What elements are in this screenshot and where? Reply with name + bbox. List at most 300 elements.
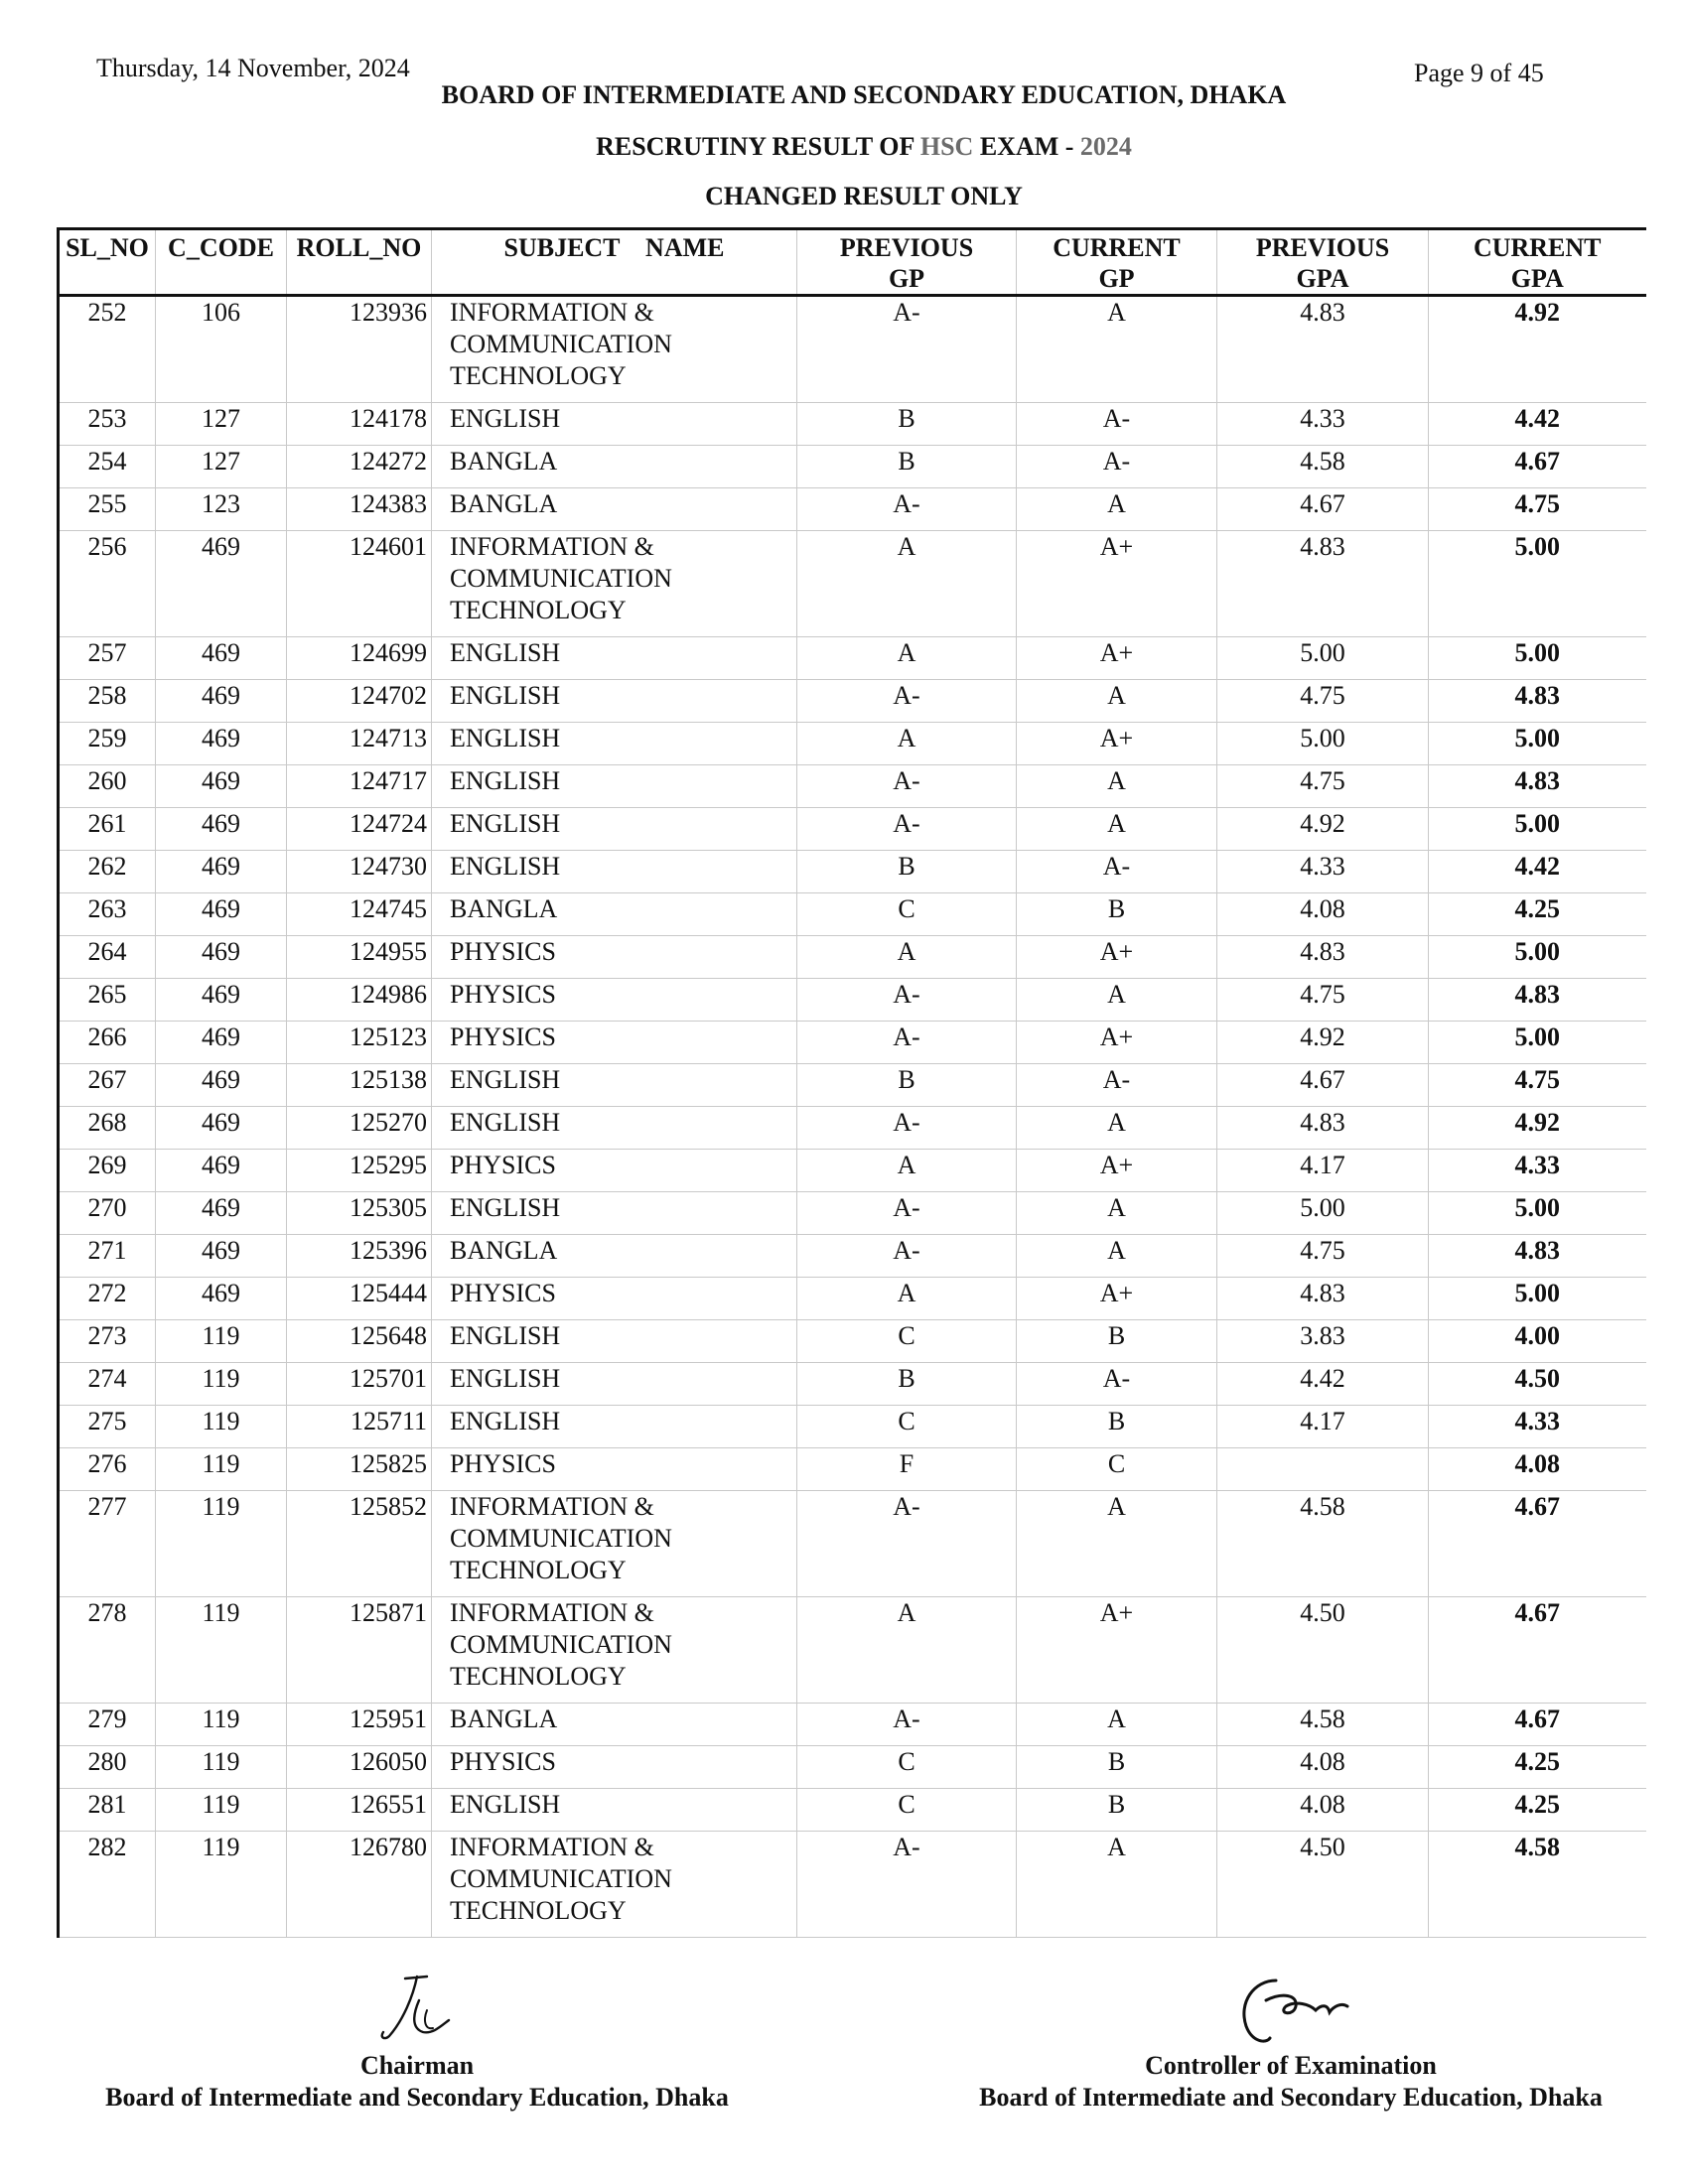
subject-cell: ENGLISH — [432, 1363, 797, 1406]
roll-no-cell: 124702 — [287, 680, 432, 723]
sl-no-cell: 254 — [59, 446, 156, 488]
subject-cell: ENGLISH — [432, 1320, 797, 1363]
header-roll-no — [287, 229, 432, 296]
previous-gpa-cell: 4.58 — [1217, 1491, 1429, 1597]
current-gpa-cell: 4.25 — [1429, 1746, 1646, 1789]
current-gpa-cell: 4.25 — [1429, 1789, 1646, 1832]
sl-no-cell: 272 — [59, 1278, 156, 1320]
chairman-block — [60, 2050, 774, 2114]
results-table — [57, 227, 1646, 1938]
current-gp-cell: A — [1017, 1235, 1217, 1278]
c-code-cell: 469 — [156, 1150, 287, 1192]
current-gpa-cell: 4.42 — [1429, 851, 1646, 893]
subject-cell: ENGLISH — [432, 637, 797, 680]
previous-gp-cell: A — [797, 936, 1017, 979]
sl-no-cell: 278 — [59, 1597, 156, 1704]
header-c-code — [156, 229, 287, 296]
current-gpa-cell: 5.00 — [1429, 808, 1646, 851]
roll-no-cell: 124986 — [287, 979, 432, 1022]
roll-no-cell: 125444 — [287, 1278, 432, 1320]
previous-gp-cell: A — [797, 637, 1017, 680]
subject-cell: INFORMATION & COMMUNICATION TECHNOLOGY — [432, 1597, 797, 1704]
sl-no-cell: 267 — [59, 1064, 156, 1107]
header-label: SUBJECT NAME — [503, 233, 725, 262]
previous-gp-cell: B — [797, 446, 1017, 488]
c-code-cell: 127 — [156, 403, 287, 446]
subject-cell: ENGLISH — [432, 851, 797, 893]
current-gp-cell: B — [1017, 1789, 1217, 1832]
roll-no-cell: 126780 — [287, 1832, 432, 1938]
table-row — [59, 1704, 1646, 1746]
chairman-org: Board of Intermediate and Secondary Education, Dhaka — [105, 2083, 729, 2112]
current-gp-cell: A — [1017, 680, 1217, 723]
current-gpa-cell: 5.00 — [1429, 1022, 1646, 1064]
current-gp-cell: A+ — [1017, 1150, 1217, 1192]
c-code-cell: 469 — [156, 1022, 287, 1064]
sl-no-cell: 282 — [59, 1832, 156, 1938]
c-code-cell: 469 — [156, 723, 287, 765]
controller-title: Controller of Examination — [1145, 2051, 1437, 2080]
c-code-cell: 119 — [156, 1448, 287, 1491]
table-row — [59, 1363, 1646, 1406]
chairman-signature — [367, 1971, 467, 2045]
current-gpa-cell: 5.00 — [1429, 936, 1646, 979]
table-row — [59, 765, 1646, 808]
c-code-cell: 469 — [156, 936, 287, 979]
c-code-cell: 469 — [156, 531, 287, 637]
current-gp-cell: A — [1017, 296, 1217, 403]
table-row — [59, 1278, 1646, 1320]
current-gp-cell: A+ — [1017, 723, 1217, 765]
roll-no-cell: 124383 — [287, 488, 432, 531]
current-gp-cell: A — [1017, 808, 1217, 851]
previous-gp-cell: C — [797, 1320, 1017, 1363]
current-gp-cell: B — [1017, 1320, 1217, 1363]
header-label: CURRENT — [1473, 233, 1602, 262]
previous-gpa-cell: 4.75 — [1217, 765, 1429, 808]
c-code-cell: 469 — [156, 1278, 287, 1320]
previous-gpa-cell: 4.33 — [1217, 851, 1429, 893]
c-code-cell: 469 — [156, 1107, 287, 1150]
previous-gpa-cell: 4.83 — [1217, 1278, 1429, 1320]
c-code-cell: 119 — [156, 1832, 287, 1938]
current-gp-cell: A+ — [1017, 637, 1217, 680]
current-gpa-cell: 4.25 — [1429, 893, 1646, 936]
current-gp-cell: A+ — [1017, 1278, 1217, 1320]
table-row — [59, 296, 1646, 403]
c-code-cell: 469 — [156, 808, 287, 851]
controller-block — [933, 2050, 1648, 2114]
roll-no-cell: 125825 — [287, 1448, 432, 1491]
sl-no-cell: 260 — [59, 765, 156, 808]
c-code-cell: 469 — [156, 765, 287, 808]
header-label: CURRENT — [1053, 233, 1181, 262]
c-code-cell: 469 — [156, 979, 287, 1022]
table-row — [59, 403, 1646, 446]
table-row — [59, 1597, 1646, 1704]
sl-no-cell: 266 — [59, 1022, 156, 1064]
roll-no-cell: 124272 — [287, 446, 432, 488]
roll-no-cell: 126551 — [287, 1789, 432, 1832]
table-row — [59, 488, 1646, 531]
current-gpa-cell: 4.67 — [1429, 1704, 1646, 1746]
table-body — [59, 296, 1646, 1938]
header-sublabel: GP — [1098, 264, 1135, 293]
previous-gp-cell: B — [797, 851, 1017, 893]
subject-cell: PHYSICS — [432, 936, 797, 979]
previous-gpa-cell: 4.92 — [1217, 808, 1429, 851]
previous-gp-cell: A- — [797, 1832, 1017, 1938]
previous-gp-cell: B — [797, 403, 1017, 446]
sl-no-cell: 269 — [59, 1150, 156, 1192]
current-gpa-cell: 5.00 — [1429, 1192, 1646, 1235]
current-gpa-cell: 5.00 — [1429, 1278, 1646, 1320]
exam-name: HSC — [919, 132, 974, 161]
header-label: SL_NO — [66, 233, 149, 262]
roll-no-cell: 124699 — [287, 637, 432, 680]
roll-no-cell: 125852 — [287, 1491, 432, 1597]
sl-no-cell: 262 — [59, 851, 156, 893]
c-code-cell: 119 — [156, 1406, 287, 1448]
previous-gpa-cell: 5.00 — [1217, 723, 1429, 765]
subject-cell: INFORMATION & COMMUNICATION TECHNOLOGY — [432, 1832, 797, 1938]
current-gpa-cell: 4.33 — [1429, 1406, 1646, 1448]
previous-gp-cell: A- — [797, 488, 1017, 531]
roll-no-cell: 124745 — [287, 893, 432, 936]
previous-gp-cell: A- — [797, 1235, 1017, 1278]
header-previous-gp — [797, 229, 1017, 296]
sl-no-cell: 265 — [59, 979, 156, 1022]
table-row — [59, 1746, 1646, 1789]
subject-cell: PHYSICS — [432, 1746, 797, 1789]
previous-gpa-cell: 4.83 — [1217, 296, 1429, 403]
previous-gp-cell: F — [797, 1448, 1017, 1491]
previous-gpa-cell: 4.92 — [1217, 1022, 1429, 1064]
c-code-cell: 123 — [156, 488, 287, 531]
current-gp-cell: A — [1017, 1192, 1217, 1235]
subject-cell: INFORMATION & COMMUNICATION TECHNOLOGY — [432, 296, 797, 403]
header-previous-gpa — [1217, 229, 1429, 296]
current-gpa-cell: 4.67 — [1429, 1491, 1646, 1597]
previous-gpa-cell: 4.17 — [1217, 1150, 1429, 1192]
exam-year: 2024 — [1079, 132, 1132, 161]
c-code-cell: 119 — [156, 1597, 287, 1704]
current-gp-cell: A- — [1017, 1363, 1217, 1406]
previous-gp-cell: A- — [797, 1107, 1017, 1150]
subject-cell: PHYSICS — [432, 1448, 797, 1491]
c-code-cell: 119 — [156, 1789, 287, 1832]
roll-no-cell: 123936 — [287, 296, 432, 403]
current-gpa-cell: 4.83 — [1429, 1235, 1646, 1278]
previous-gpa-cell: 4.67 — [1217, 488, 1429, 531]
current-gp-cell: A+ — [1017, 1597, 1217, 1704]
header-subject-name — [432, 229, 797, 296]
table-row — [59, 936, 1646, 979]
subject-cell: PHYSICS — [432, 1150, 797, 1192]
subject-cell: INFORMATION & COMMUNICATION TECHNOLOGY — [432, 531, 797, 637]
c-code-cell: 119 — [156, 1320, 287, 1363]
current-gpa-cell: 4.33 — [1429, 1150, 1646, 1192]
current-gp-cell: A — [1017, 488, 1217, 531]
previous-gpa-cell: 4.50 — [1217, 1597, 1429, 1704]
previous-gp-cell: A- — [797, 979, 1017, 1022]
previous-gp-cell: A- — [797, 680, 1017, 723]
previous-gpa-cell: 4.08 — [1217, 1746, 1429, 1789]
sl-no-cell: 261 — [59, 808, 156, 851]
subject-cell: ENGLISH — [432, 1107, 797, 1150]
current-gpa-cell: 4.92 — [1429, 296, 1646, 403]
sl-no-cell: 252 — [59, 296, 156, 403]
sl-no-cell: 273 — [59, 1320, 156, 1363]
sl-no-cell: 256 — [59, 531, 156, 637]
sl-no-cell: 258 — [59, 680, 156, 723]
table-row — [59, 1022, 1646, 1064]
previous-gp-cell: A — [797, 531, 1017, 637]
previous-gpa-cell: 4.33 — [1217, 403, 1429, 446]
sl-no-cell: 268 — [59, 1107, 156, 1150]
table-row — [59, 1406, 1646, 1448]
previous-gpa-cell: 4.83 — [1217, 936, 1429, 979]
c-code-cell: 469 — [156, 637, 287, 680]
table-row — [59, 1789, 1646, 1832]
subject-cell: BANGLA — [432, 893, 797, 936]
previous-gp-cell: A- — [797, 1022, 1017, 1064]
current-gp-cell: B — [1017, 1406, 1217, 1448]
current-gpa-cell: 5.00 — [1429, 723, 1646, 765]
previous-gpa-cell: 4.08 — [1217, 1789, 1429, 1832]
roll-no-cell: 124713 — [287, 723, 432, 765]
previous-gp-cell: C — [797, 1789, 1017, 1832]
chairman-title: Chairman — [359, 2051, 475, 2080]
current-gp-cell: B — [1017, 1746, 1217, 1789]
controller-signature — [1226, 1971, 1375, 2050]
roll-no-cell: 124955 — [287, 936, 432, 979]
table-row — [59, 893, 1646, 936]
roll-no-cell: 124178 — [287, 403, 432, 446]
current-gpa-cell: 4.67 — [1429, 446, 1646, 488]
table-row — [59, 637, 1646, 680]
current-gpa-cell: 4.08 — [1429, 1448, 1646, 1491]
roll-no-cell: 124724 — [287, 808, 432, 851]
current-gpa-cell: 4.67 — [1429, 1597, 1646, 1704]
previous-gp-cell: A- — [797, 1491, 1017, 1597]
sl-no-cell: 277 — [59, 1491, 156, 1597]
board-title: BOARD OF INTERMEDIATE AND SECONDARY EDUCATION, DHAKA — [441, 80, 1287, 109]
previous-gp-cell: B — [797, 1363, 1017, 1406]
header-current-gp — [1017, 229, 1217, 296]
previous-gp-cell: A- — [797, 765, 1017, 808]
table-row — [59, 680, 1646, 723]
previous-gp-cell: C — [797, 1746, 1017, 1789]
previous-gp-cell: A- — [797, 1192, 1017, 1235]
table-row — [59, 808, 1646, 851]
previous-gp-cell: A- — [797, 1704, 1017, 1746]
roll-no-cell: 125396 — [287, 1235, 432, 1278]
header-label: PREVIOUS — [839, 233, 974, 262]
current-gp-cell: A- — [1017, 1064, 1217, 1107]
previous-gpa-cell: 4.83 — [1217, 1107, 1429, 1150]
current-gp-cell: A — [1017, 1832, 1217, 1938]
header-sublabel: GPA — [1510, 264, 1564, 293]
table-row — [59, 1235, 1646, 1278]
subject-cell: BANGLA — [432, 488, 797, 531]
current-gp-cell: A+ — [1017, 531, 1217, 637]
roll-no-cell: 125270 — [287, 1107, 432, 1150]
roll-no-cell: 125951 — [287, 1704, 432, 1746]
table-row — [59, 1107, 1646, 1150]
previous-gpa-cell: 4.17 — [1217, 1406, 1429, 1448]
sl-no-cell: 253 — [59, 403, 156, 446]
subject-cell: BANGLA — [432, 446, 797, 488]
header-sublabel: GP — [888, 264, 925, 293]
table-row — [59, 1064, 1646, 1107]
sl-no-cell: 279 — [59, 1704, 156, 1746]
previous-gp-cell: A — [797, 1150, 1017, 1192]
previous-gpa-cell: 4.58 — [1217, 1704, 1429, 1746]
c-code-cell: 119 — [156, 1363, 287, 1406]
current-gpa-cell: 5.00 — [1429, 637, 1646, 680]
roll-no-cell: 124601 — [287, 531, 432, 637]
roll-no-cell: 124730 — [287, 851, 432, 893]
roll-no-cell: 126050 — [287, 1746, 432, 1789]
table-row — [59, 723, 1646, 765]
previous-gpa-cell: 5.00 — [1217, 1192, 1429, 1235]
header-sublabel: GPA — [1296, 264, 1349, 293]
table-row — [59, 446, 1646, 488]
previous-gpa-cell: 4.08 — [1217, 893, 1429, 936]
current-gp-cell: A- — [1017, 851, 1217, 893]
roll-no-cell: 125295 — [287, 1150, 432, 1192]
subject-cell: PHYSICS — [432, 1278, 797, 1320]
subject-cell: ENGLISH — [432, 1789, 797, 1832]
table-row — [59, 1320, 1646, 1363]
previous-gpa-cell: 4.42 — [1217, 1363, 1429, 1406]
header-current-gpa — [1429, 229, 1646, 296]
table-header-row — [59, 229, 1646, 296]
result-title — [0, 132, 1688, 162]
subject-cell: INFORMATION & COMMUNICATION TECHNOLOGY — [432, 1491, 797, 1597]
subject-cell: BANGLA — [432, 1235, 797, 1278]
page-number: Page 9 of 45 — [1414, 59, 1544, 87]
table-row — [59, 1150, 1646, 1192]
table-row — [59, 1192, 1646, 1235]
table-row — [59, 1832, 1646, 1938]
c-code-cell: 119 — [156, 1491, 287, 1597]
subject-cell: BANGLA — [432, 1704, 797, 1746]
previous-gp-cell: C — [797, 893, 1017, 936]
current-gp-cell: A — [1017, 1704, 1217, 1746]
c-code-cell: 119 — [156, 1746, 287, 1789]
sl-no-cell: 274 — [59, 1363, 156, 1406]
current-gp-cell: C — [1017, 1448, 1217, 1491]
subject-cell: PHYSICS — [432, 1022, 797, 1064]
table-row — [59, 1491, 1646, 1597]
previous-gp-cell: A — [797, 723, 1017, 765]
sl-no-cell: 280 — [59, 1746, 156, 1789]
current-gpa-cell: 4.00 — [1429, 1320, 1646, 1363]
subject-cell: ENGLISH — [432, 1406, 797, 1448]
header-label: ROLL_NO — [296, 233, 422, 262]
previous-gp-cell: B — [797, 1064, 1017, 1107]
sl-no-cell: 264 — [59, 936, 156, 979]
current-gp-cell: A+ — [1017, 936, 1217, 979]
current-gp-cell: A — [1017, 979, 1217, 1022]
exam-word: EXAM - — [979, 132, 1074, 161]
previous-gp-cell: A — [797, 1597, 1017, 1704]
print-date: Thursday, 14 November, 2024 — [96, 54, 410, 82]
subject-cell: ENGLISH — [432, 680, 797, 723]
current-gp-cell: A- — [1017, 403, 1217, 446]
table-row — [59, 979, 1646, 1022]
sl-no-cell: 275 — [59, 1406, 156, 1448]
c-code-cell: 469 — [156, 851, 287, 893]
c-code-cell: 469 — [156, 680, 287, 723]
c-code-cell: 127 — [156, 446, 287, 488]
previous-gpa-cell — [1217, 1448, 1429, 1491]
roll-no-cell: 125123 — [287, 1022, 432, 1064]
c-code-cell: 469 — [156, 1192, 287, 1235]
roll-no-cell: 125648 — [287, 1320, 432, 1363]
table-row — [59, 851, 1646, 893]
table-row — [59, 1448, 1646, 1491]
current-gpa-cell: 4.83 — [1429, 765, 1646, 808]
previous-gpa-cell: 5.00 — [1217, 637, 1429, 680]
subject-cell: ENGLISH — [432, 1192, 797, 1235]
previous-gpa-cell: 4.83 — [1217, 531, 1429, 637]
header-label: C_CODE — [168, 233, 274, 262]
previous-gpa-cell: 4.75 — [1217, 1235, 1429, 1278]
c-code-cell: 119 — [156, 1704, 287, 1746]
previous-gp-cell: A- — [797, 296, 1017, 403]
current-gp-cell: A- — [1017, 446, 1217, 488]
c-code-cell: 469 — [156, 1064, 287, 1107]
previous-gpa-cell: 3.83 — [1217, 1320, 1429, 1363]
previous-gpa-cell: 4.67 — [1217, 1064, 1429, 1107]
current-gpa-cell: 4.75 — [1429, 1064, 1646, 1107]
sl-no-cell: 281 — [59, 1789, 156, 1832]
subject-cell: ENGLISH — [432, 1064, 797, 1107]
current-gpa-cell: 4.42 — [1429, 403, 1646, 446]
subject-cell: ENGLISH — [432, 808, 797, 851]
roll-no-cell: 124717 — [287, 765, 432, 808]
roll-no-cell: 125305 — [287, 1192, 432, 1235]
previous-gp-cell: C — [797, 1406, 1017, 1448]
subject-cell: PHYSICS — [432, 979, 797, 1022]
previous-gpa-cell: 4.50 — [1217, 1832, 1429, 1938]
current-gpa-cell: 4.92 — [1429, 1107, 1646, 1150]
current-gp-cell: A+ — [1017, 1022, 1217, 1064]
current-gp-cell: A — [1017, 765, 1217, 808]
current-gp-cell: A — [1017, 1107, 1217, 1150]
header-label: PREVIOUS — [1255, 233, 1390, 262]
current-gpa-cell: 4.83 — [1429, 680, 1646, 723]
current-gpa-cell: 4.58 — [1429, 1832, 1646, 1938]
previous-gpa-cell: 4.75 — [1217, 680, 1429, 723]
sl-no-cell: 257 — [59, 637, 156, 680]
current-gpa-cell: 5.00 — [1429, 531, 1646, 637]
previous-gpa-cell: 4.58 — [1217, 446, 1429, 488]
sl-no-cell: 263 — [59, 893, 156, 936]
subject-cell: ENGLISH — [432, 403, 797, 446]
previous-gpa-cell: 4.75 — [1217, 979, 1429, 1022]
rescrutiny-prefix: RESCRUTINY RESULT OF — [596, 132, 914, 161]
c-code-cell: 106 — [156, 296, 287, 403]
roll-no-cell: 125138 — [287, 1064, 432, 1107]
current-gpa-cell: 4.50 — [1429, 1363, 1646, 1406]
current-gpa-cell: 4.83 — [1429, 979, 1646, 1022]
current-gpa-cell: 4.75 — [1429, 488, 1646, 531]
subject-cell: ENGLISH — [432, 765, 797, 808]
